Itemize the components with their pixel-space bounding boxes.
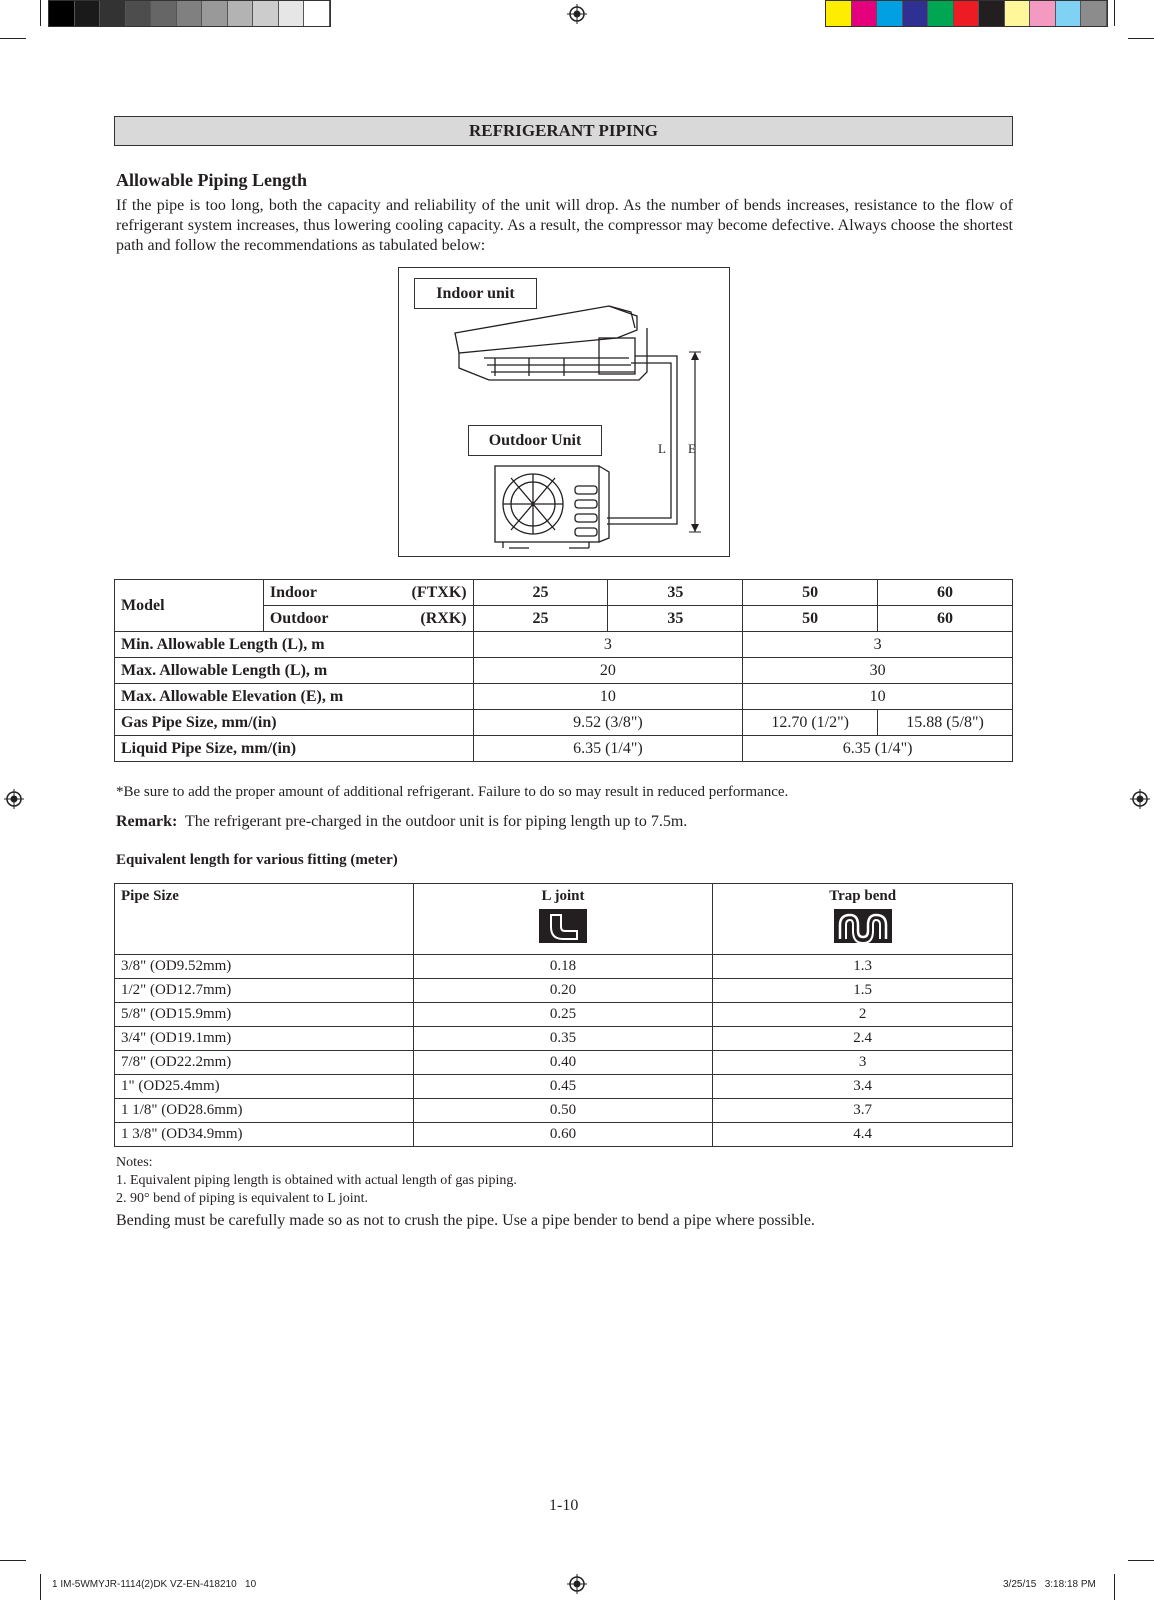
elevation-label: E <box>688 441 696 456</box>
color-swatch <box>1056 1 1082 26</box>
l-joint-value: 0.40 <box>413 1051 713 1075</box>
color-swatch <box>928 1 954 26</box>
trap-bend-icon <box>834 909 892 943</box>
trap-bend-value: 3.4 <box>713 1075 1013 1099</box>
crop-mark <box>1114 0 1115 26</box>
l-joint-icon <box>539 909 587 943</box>
outdoor-code: (RXK) <box>420 609 467 627</box>
equivalent-length-table <box>114 883 1013 1147</box>
model-header: Model <box>115 580 264 632</box>
size-cell: 50 <box>743 580 878 606</box>
value-cell: 6.35 (1/4") <box>473 736 743 762</box>
trap-bend-value: 2.4 <box>713 1027 1013 1051</box>
table-row <box>115 1027 1013 1051</box>
value-cell: 30 <box>743 658 1013 684</box>
outdoor-unit-label: Outdoor Unit <box>468 425 602 456</box>
header-pipe-size: Pipe Size <box>115 884 414 955</box>
color-bar <box>825 0 1108 27</box>
equiv-title: Equivalent length for various fitting (meter) <box>116 852 398 868</box>
color-swatch <box>979 1 1005 26</box>
indoor-unit-label: Indoor unit <box>414 278 537 309</box>
row-label: Max. Allowable Elevation (E), m <box>115 684 474 710</box>
indoor-code: (FTXK) <box>411 583 467 601</box>
color-swatch <box>279 1 305 26</box>
table-row <box>115 1051 1013 1075</box>
value-cell: 20 <box>473 658 743 684</box>
crop-mark <box>1114 1574 1115 1600</box>
color-swatch <box>151 1 177 26</box>
outdoor-unit-icon <box>495 466 609 548</box>
size-cell: 60 <box>878 606 1013 632</box>
value-cell: 3 <box>743 632 1013 658</box>
registration-mark-icon <box>1130 789 1150 809</box>
table-row <box>115 1075 1013 1099</box>
footnote: *Be sure to add the proper amount of additional refrigerant. Failure to do so may result in reduced performance. <box>116 784 789 800</box>
color-swatch <box>253 1 279 26</box>
size-cell: 60 <box>878 580 1013 606</box>
page-number: 1-10 <box>549 1497 579 1514</box>
crop-mark <box>0 1560 26 1561</box>
crop-mark <box>1128 1560 1154 1561</box>
color-swatch <box>177 1 203 26</box>
l-joint-value: 0.20 <box>413 979 713 1003</box>
color-swatch <box>202 1 228 26</box>
color-swatch <box>1005 1 1031 26</box>
row-label: Liquid Pipe Size, mm/(in) <box>115 736 474 762</box>
header-trap-bend <box>713 884 1013 955</box>
size-cell: 35 <box>608 580 743 606</box>
l-joint-value: 0.60 <box>413 1123 713 1147</box>
value-cell: 6.35 (1/4") <box>743 736 1013 762</box>
registration-mark-icon <box>567 4 587 24</box>
value-cell: 9.52 (3/8") <box>473 710 743 736</box>
color-swatch <box>954 1 980 26</box>
outdoor-header <box>263 606 473 632</box>
color-swatch <box>49 1 75 26</box>
color-swatch <box>75 1 101 26</box>
note-item: 1. Equivalent piping length is obtained with actual length of gas piping. <box>116 1173 517 1188</box>
length-label: L <box>658 441 666 456</box>
l-joint-value: 0.35 <box>413 1027 713 1051</box>
footer-right: 3/25/15 3:18:18 PM <box>1003 1579 1096 1590</box>
pipe-size-cell: 7/8" (OD22.2mm) <box>115 1051 414 1075</box>
size-cell: 35 <box>608 606 743 632</box>
registration-mark-icon <box>4 789 24 809</box>
remark-label: Remark: <box>116 813 178 830</box>
notes-title: Notes: <box>116 1155 153 1170</box>
value-cell: 10 <box>743 684 1013 710</box>
row-label: Gas Pipe Size, mm/(in) <box>115 710 474 736</box>
row-label: Max. Allowable Length (L), m <box>115 658 474 684</box>
trap-bend-value: 1.3 <box>713 955 1013 979</box>
value-cell: 12.70 (1/2") <box>743 710 878 736</box>
pipe-size-cell: 1 1/8" (OD28.6mm) <box>115 1099 414 1123</box>
outdoor-label: Outdoor <box>269 609 329 627</box>
color-swatch <box>903 1 929 26</box>
spec-table <box>114 579 1013 762</box>
color-swatch <box>100 1 126 26</box>
table-row <box>115 1099 1013 1123</box>
notes-block <box>116 1154 517 1208</box>
l-joint-label: L joint <box>541 888 585 904</box>
trap-bend-value: 3.7 <box>713 1099 1013 1123</box>
pipe-size-cell: 5/8" (OD15.9mm) <box>115 1003 414 1027</box>
size-cell: 25 <box>473 606 608 632</box>
color-swatch <box>304 1 330 26</box>
remark <box>116 813 687 831</box>
section-heading: Allowable Piping Length <box>116 170 308 190</box>
remark-text: The refrigerant pre-charged in the outdoor unit is for piping length up to 7.5m. <box>185 813 688 830</box>
indoor-label: Indoor <box>269 583 317 601</box>
grayscale-bar <box>48 0 331 27</box>
value-cell: 15.88 (5/8") <box>878 710 1013 736</box>
table-header-row <box>115 884 1013 955</box>
table-row <box>115 684 1013 710</box>
color-swatch <box>228 1 254 26</box>
note-item: 2. 90° bend of piping is equivalent to L joint. <box>116 1191 368 1206</box>
pipe-size-cell: 3/4" (OD19.1mm) <box>115 1027 414 1051</box>
intro-paragraph: If the pipe is too long, both the capacity and reliability of the unit will drop. As the number of bends increases, resistance to the flow of refrigerant system increases, thus lowering cooling capacity. As a result, the compressor may become defective. Always choose the shortest path and follow the recommendations as tabulated below: <box>116 197 1013 254</box>
table-row <box>115 736 1013 762</box>
color-swatch <box>1030 1 1056 26</box>
pipe-size-cell: 3/8" (OD9.52mm) <box>115 955 414 979</box>
l-joint-value: 0.18 <box>413 955 713 979</box>
table-row <box>115 955 1013 979</box>
crop-mark <box>1128 38 1154 39</box>
size-cell: 25 <box>473 580 608 606</box>
table-row <box>115 979 1013 1003</box>
unit-illustration <box>399 268 729 556</box>
indoor-header <box>263 580 473 606</box>
color-swatch <box>126 1 152 26</box>
table-row <box>115 632 1013 658</box>
color-swatch <box>1081 1 1107 26</box>
table-row <box>115 658 1013 684</box>
registration-mark-icon <box>567 1574 587 1594</box>
crop-mark <box>40 1574 41 1600</box>
pipe-size-cell: 1 3/8" (OD34.9mm) <box>115 1123 414 1147</box>
value-cell: 3 <box>473 632 743 658</box>
crop-mark <box>40 0 41 26</box>
crop-mark <box>0 38 26 39</box>
piping-diagram <box>398 267 730 557</box>
footer-left: 1 IM-5WMYJR-1114(2)DK VZ-EN-418210 10 <box>52 1579 257 1590</box>
trap-bend-value: 3 <box>713 1051 1013 1075</box>
trap-bend-value: 4.4 <box>713 1123 1013 1147</box>
bending-instruction: Bending must be carefully made so as not to crush the pipe. Use a pipe bender to bend a pipe where possible. <box>116 1212 815 1229</box>
l-joint-value: 0.50 <box>413 1099 713 1123</box>
pipe-size-cell: 1" (OD25.4mm) <box>115 1075 414 1099</box>
section-title: REFRIGERANT PIPING <box>114 116 1013 146</box>
row-label: Min. Allowable Length (L), m <box>115 632 474 658</box>
table-row <box>115 710 1013 736</box>
color-swatch <box>826 1 852 26</box>
pipe-size-cell: 1/2" (OD12.7mm) <box>115 979 414 1003</box>
color-swatch <box>877 1 903 26</box>
l-joint-value: 0.45 <box>413 1075 713 1099</box>
header-l-joint <box>413 884 713 955</box>
l-joint-value: 0.25 <box>413 1003 713 1027</box>
value-cell: 10 <box>473 684 743 710</box>
table-row <box>115 1003 1013 1027</box>
trap-bend-value: 2 <box>713 1003 1013 1027</box>
color-swatch <box>852 1 878 26</box>
size-cell: 50 <box>743 606 878 632</box>
indoor-unit-icon <box>455 306 647 380</box>
trap-bend-value: 1.5 <box>713 979 1013 1003</box>
table-row <box>115 1123 1013 1147</box>
trap-bend-label: Trap bend <box>829 888 897 904</box>
